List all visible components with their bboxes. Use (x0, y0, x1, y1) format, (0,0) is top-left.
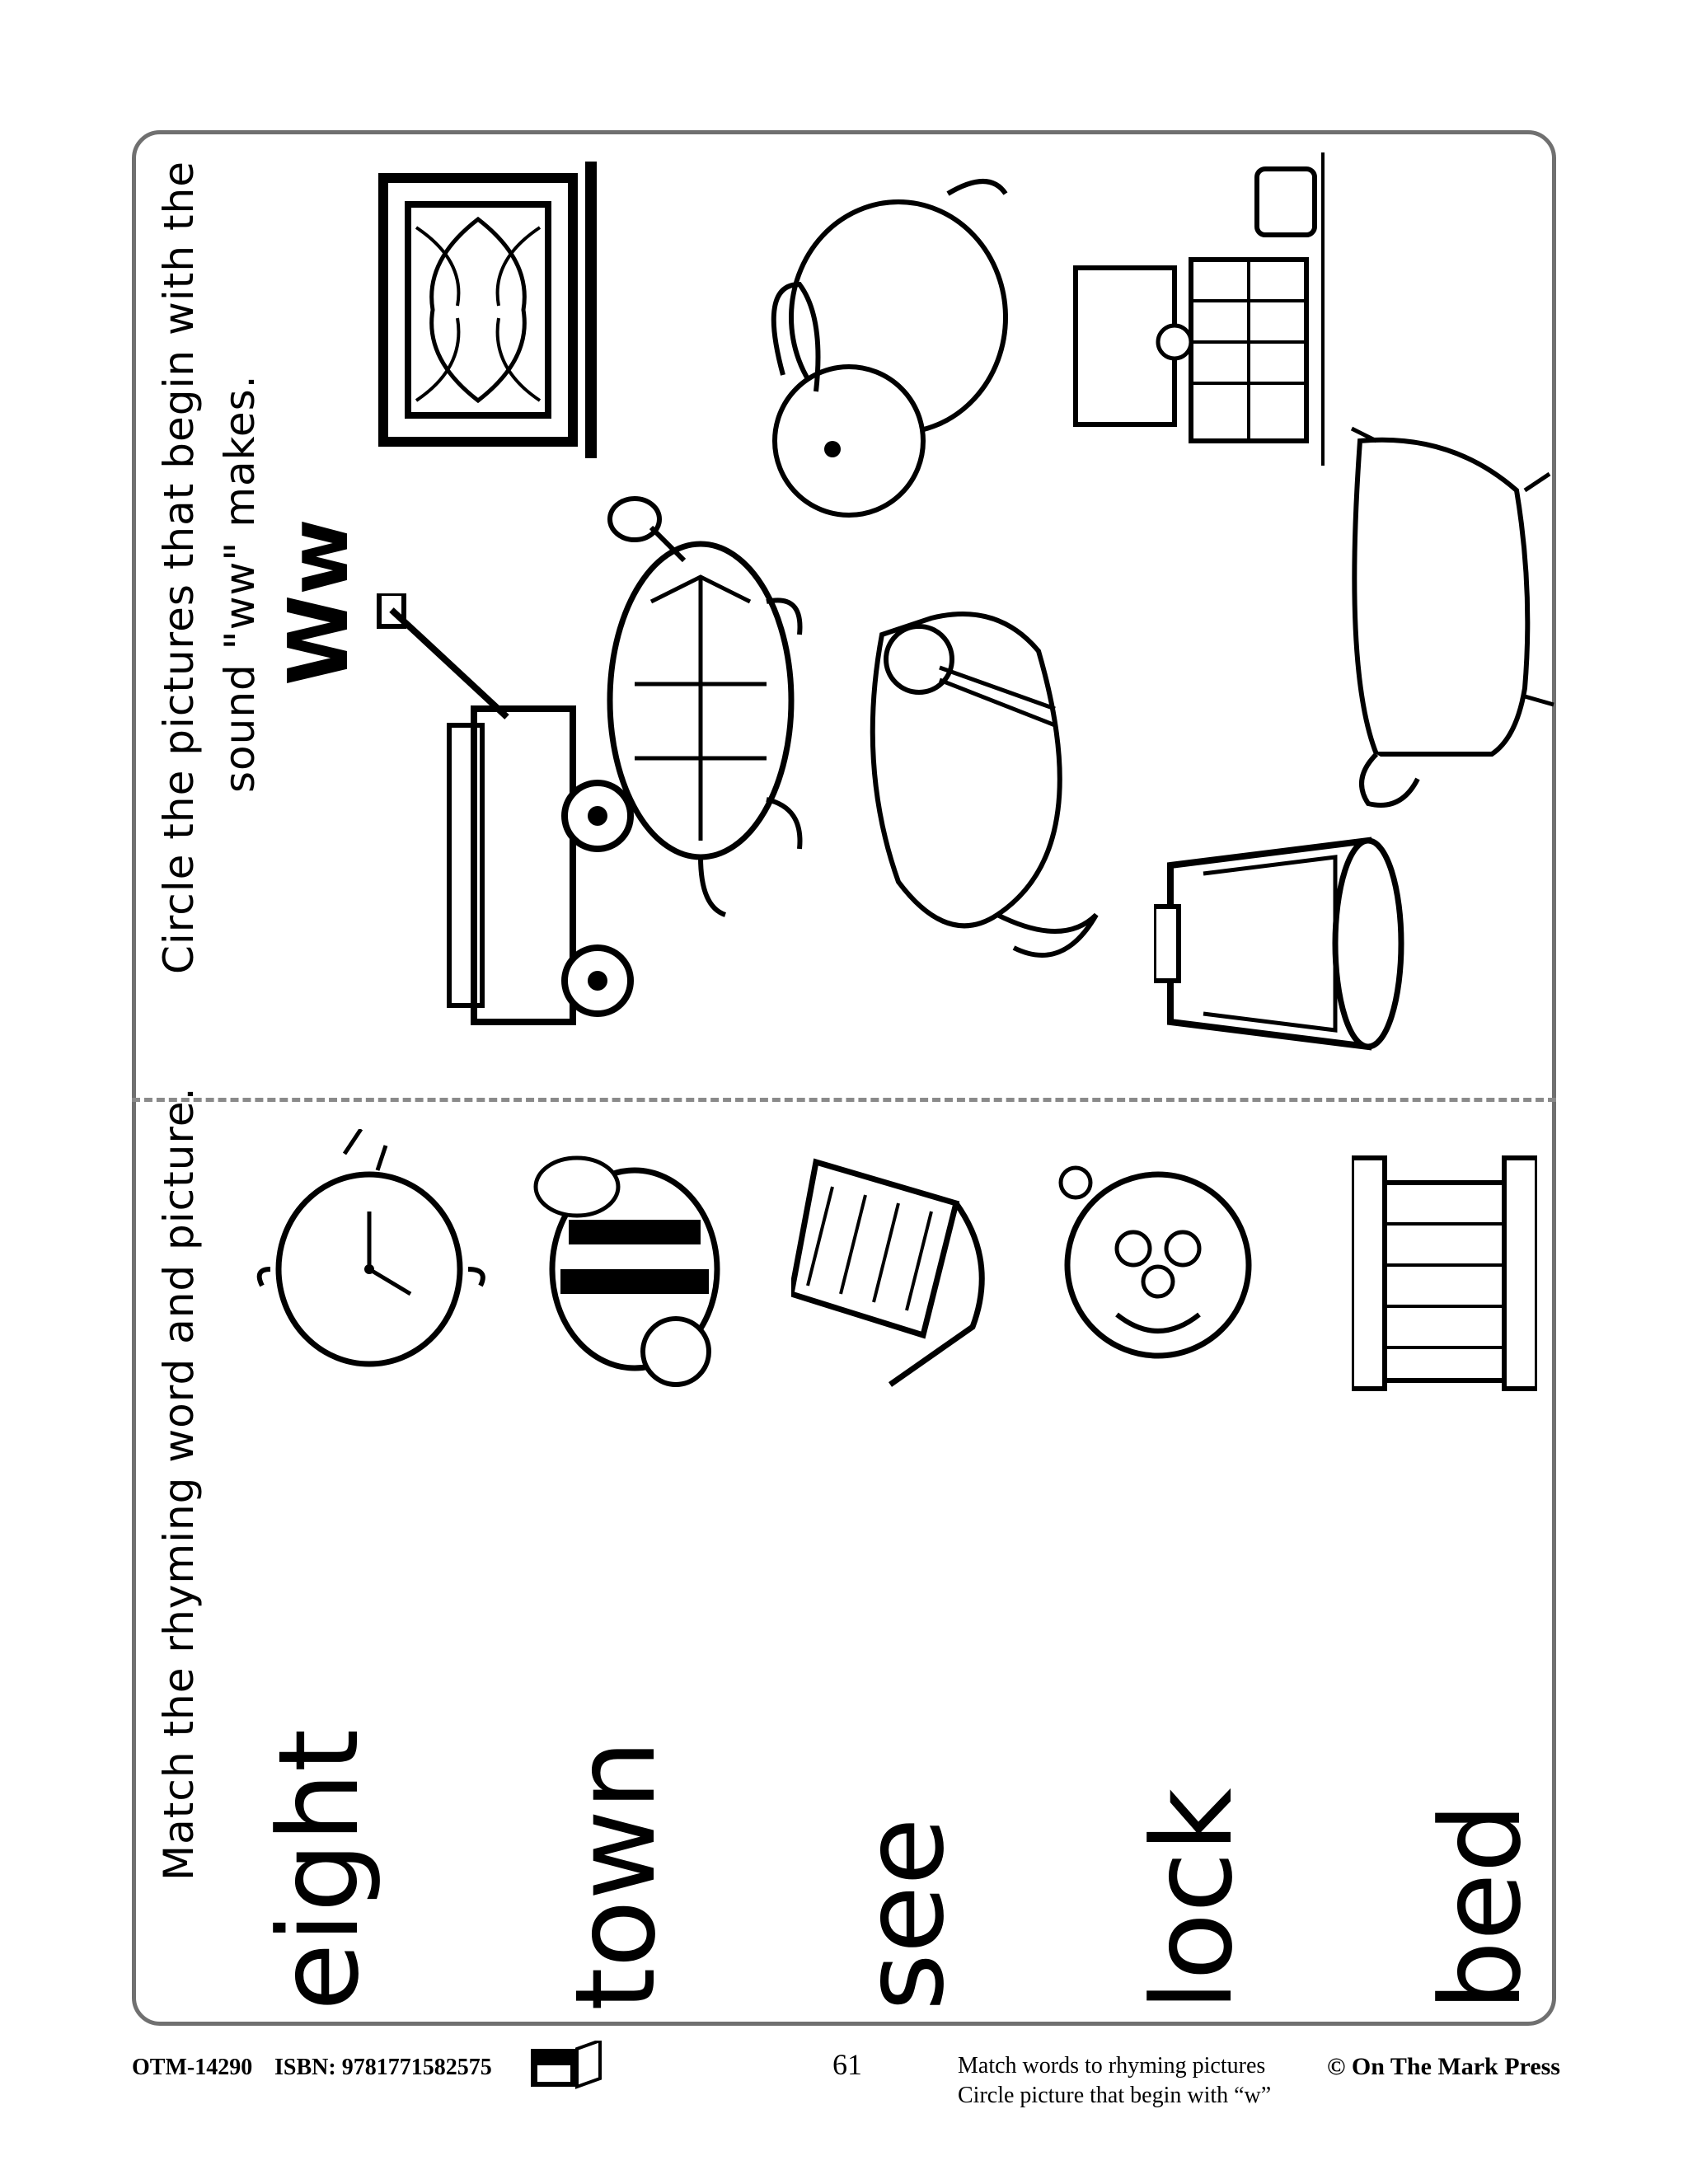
rhyme-word-town: town (551, 1739, 680, 2011)
footer-code: OTM-14290 (132, 2055, 253, 2080)
gate-icon (1352, 1150, 1537, 1397)
window-icon (375, 162, 610, 458)
bottom-instruction: Match the rhyming word and picture. (155, 1086, 203, 1881)
top-instruction-line2: sound "ww" makes. (216, 374, 264, 793)
page-number: 61 (832, 2048, 862, 2081)
rhyme-word-see: see (840, 1817, 968, 2011)
book-logo-icon (529, 2041, 603, 2090)
bee-icon (528, 1154, 742, 1393)
rhyme-word-lock: lock (1128, 1788, 1257, 2011)
clown-icon (1043, 1150, 1282, 1389)
rabbit-icon (758, 169, 1030, 540)
top-instruction-line1: Circle the pictures that begin with the (155, 161, 203, 974)
walrus-icon (849, 602, 1113, 981)
well-icon (1067, 152, 1348, 482)
letter-heading: Ww (270, 518, 367, 686)
rhyme-word-bed: bed (1417, 1802, 1545, 2011)
bucket-icon (1154, 832, 1434, 1055)
cut-line-divider (132, 1098, 1556, 1102)
turtle-icon (602, 494, 816, 923)
rhyme-word-eight: eight (255, 1728, 383, 2011)
publisher: © On The Mark Press (1327, 2053, 1560, 2080)
footer-desc-line2: Circle picture that begin with “w” (958, 2083, 1272, 2108)
sled-icon (791, 1146, 997, 1393)
footer-desc-line1: Match words to rhyming pictures (958, 2053, 1266, 2079)
clock-icon (254, 1129, 493, 1393)
footer-isbn: ISBN: 9781771582575 (274, 2055, 492, 2080)
wolf-icon (1327, 424, 1558, 812)
